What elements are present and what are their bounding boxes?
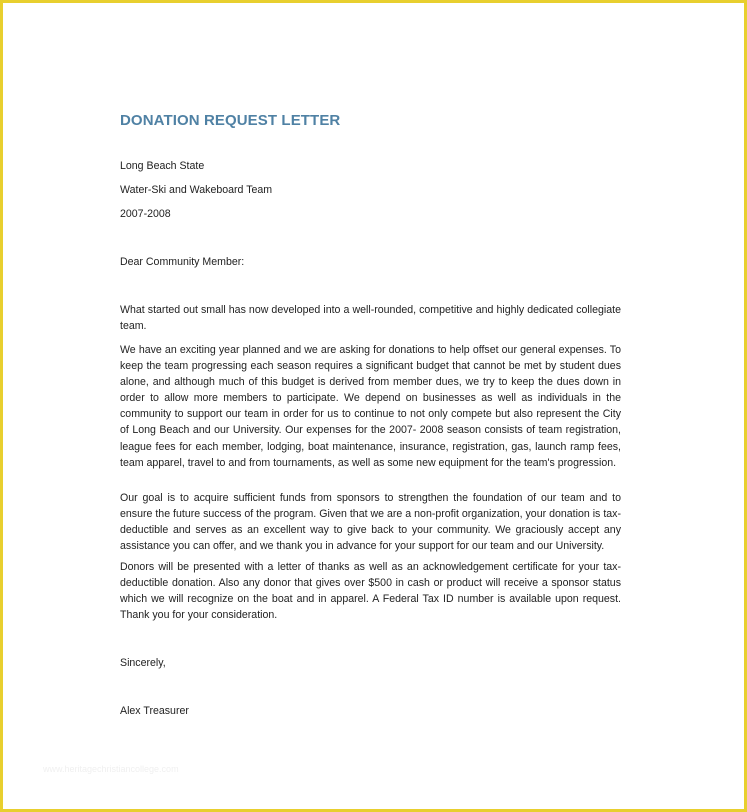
paragraph-goal: Our goal is to acquire sufficient funds from sponsors to strengthen the foundation of our team and to ensure the future success of the program. Given that we are a non-profit organization, your donation is tax-deductible and serves as an excellent way to give back to your community. We graciously accept any assistance you can offer, and we thank you in advance for your support for our team and our University. [120,492,621,553]
paragraph-expenses: We have an exciting year planned and we are asking for donations to help offset our general expenses. To keep the team progressing each season requires a significant budget that cannot be met by student dues alone, and although much of this budget is derived from member dues, we try to keep the dues down in order to allow more members to participate. We depend on businesses as well as individuals in the community to support our team in order for us to continue to not only compete but also represent the City of Long Beach and our University. Our expenses for the 2007- 2008 season consists of team registration, league fees for each member, lodging, boat maintenance, insurance, registration, gas, launch ramp fees, team apparel, travel to and from tournaments, as well as some new equipment for the team's progression. [120,344,621,469]
sender-line-season: 2007-2008 [120,208,171,220]
sender-line-organization: Long Beach State [120,160,205,172]
salutation: Dear Community Member: [120,256,245,268]
watermark: www.heritagechristiancollege.com [43,764,179,774]
paragraph-intro: What started out small has now developed into a well-rounded, competitive and highly dedicated collegiate team. [120,304,621,333]
signature: Alex Treasurer [120,705,189,717]
paragraph-donors: Donors will be presented with a letter of thanks as well as an acknowledgement certificate for your tax-deductible donation. Also any donor that gives over $500 in cash or product will receive a sponsor status which we will recognize on the boat and in apparel. A Federal Tax ID number is available upon request. Thank you for your consideration. [120,561,621,622]
letter-title: DONATION REQUEST LETTER [120,112,341,129]
sender-line-team: Water-Ski and Wakeboard Team [120,184,273,196]
closing: Sincerely, [120,657,166,669]
